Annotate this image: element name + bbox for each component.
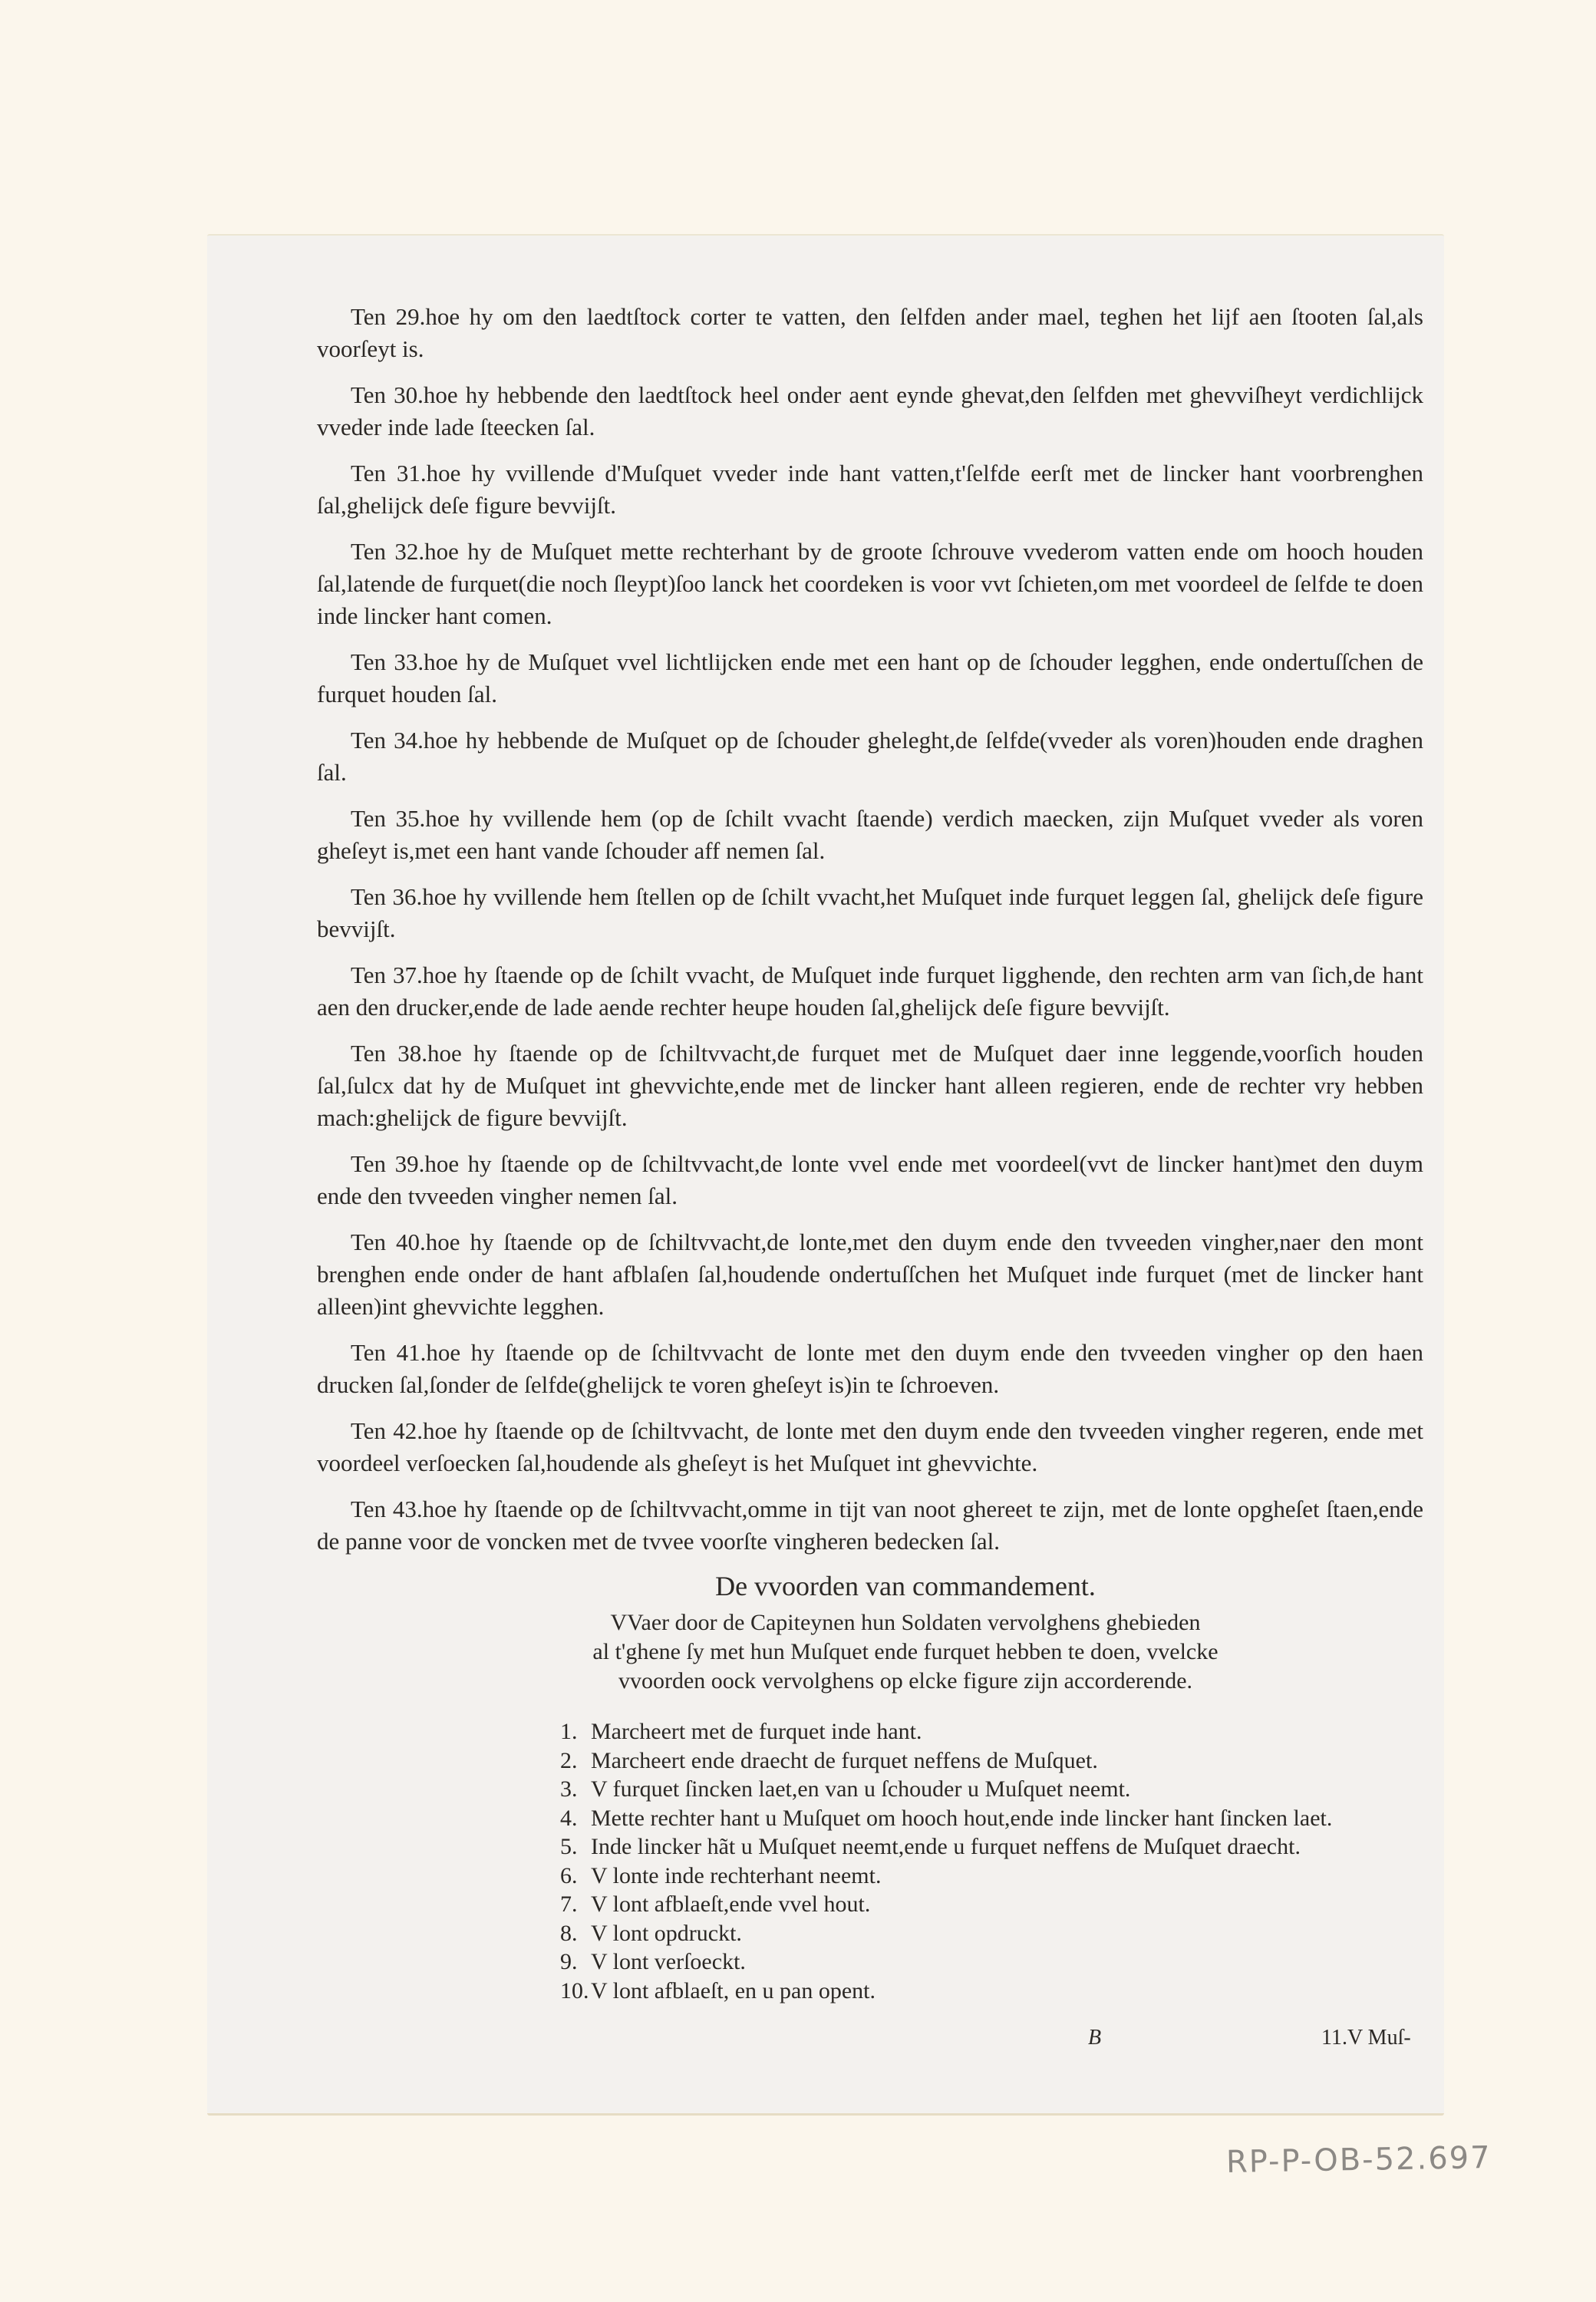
paragraph-43: Ten 43.hoe hy ſtaende op de ſchiltvvacht,omme in tijt van noot ghereet te zijn, met de lonte opgheſet ſtaen,ende de panne voor de voncken met de tvvee voorſte vingheren bedecken ſal. xyxy=(317,1496,1423,1555)
paragraph-39: Ten 39.hoe hy ſtaende op de ſchiltvvacht,de lonte vvel ende met voordeel(vvt de lincker hant)met den duym ende den tvveeden vingher nemen ſal. xyxy=(317,1150,1423,1209)
list-item xyxy=(560,1832,1427,1862)
paragraph-33: Ten 33.hoe hy de Muſquet vvel lichtlijcken ende met een hant op de ſchouder legghen, ende ondertuſſchen de furquet houden ſal. xyxy=(317,648,1423,707)
item-number: 3. xyxy=(560,1776,578,1802)
paragraph-31: Ten 31.hoe hy vvillende d'Muſquet vveder inde hant vatten,t'ſelfde eerſt met de lincker hant voorbrenghen ſal,ghelijck deſe figure bevvijſt. xyxy=(317,460,1423,519)
catchword: 11.V Muſ- xyxy=(1321,2026,1411,2050)
inventory-number: RP-P-OB-52.697 xyxy=(1225,2139,1492,2181)
item-number: 1. xyxy=(560,1719,578,1744)
paragraph-41: Ten 41.hoe hy ſtaende op de ſchiltvvacht de lonte met den duym ende den tvveeden vingher op den haen drucken ſal,ſonder de ſelfde(ghelijck te voren gheſeyt is)in te ſchroeven. xyxy=(317,1339,1423,1398)
paragraph-34: Ten 34.hoe hy hebbende de Muſquet op de ſchouder gheleght,de ſelfde(vveder als voren)houden ende draghen ſal. xyxy=(317,727,1423,786)
paragraph-29: Ten 29.hoe hy om den laedtſtock corter te vatten, den ſelfden ander mael, teghen het lijf aen ſtooten ſal,als voorſeyt is. xyxy=(317,303,1423,362)
list-item xyxy=(560,1717,1427,1746)
item-text: V lont afblaeſt,ende vvel hout. xyxy=(591,1891,871,1917)
item-number: 7. xyxy=(560,1891,578,1917)
paragraph-42: Ten 42.hoe hy ſtaende op de ſchiltvvacht, de lonte met den duym ende den tvveeden vingher regeren, ende met voordeel verſoecken ſal,houdende als gheſeyt is het Muſquet int ghevvichte. xyxy=(317,1417,1423,1476)
signature-mark: B xyxy=(1088,2026,1102,2050)
item-text: Marcheert ende draecht de furquet neffens de Muſquet. xyxy=(591,1747,1098,1773)
item-number: 8. xyxy=(560,1920,578,1946)
commands-heading: De vvoorden van commandement. xyxy=(715,1571,1096,1601)
list-item xyxy=(560,1804,1427,1833)
intro-line: VVaer door de Capiteynen hun Soldaten vervolghens ghebieden xyxy=(610,1610,1201,1635)
list-item xyxy=(560,1862,1427,1891)
list-item xyxy=(560,1919,1427,1948)
item-number: 5. xyxy=(560,1834,578,1859)
item-number: 2. xyxy=(560,1747,578,1773)
list-item xyxy=(560,1947,1427,1977)
item-text: Mette rechter hant u Muſquet om hooch hout,ende inde lincker hant ſincken laet. xyxy=(591,1805,1333,1831)
paragraph-40: Ten 40.hoe hy ſtaende op de ſchiltvvacht,de lonte,met den duym ende den tvveeden vingher,naer den mont brenghen ende onder de hant afblaſen ſal,houdende ondertuſſchen het Muſquet inde furquet (met de lincker hant alleen)int ghevvichte legghen. xyxy=(317,1229,1423,1320)
commands-intro xyxy=(537,1608,1274,1696)
list-item xyxy=(560,1775,1427,1804)
item-text: V lont opdruckt. xyxy=(591,1920,742,1946)
list-item xyxy=(560,1977,1427,2006)
item-text: V furquet ſincken laet,en van u ſchouder u Muſquet neemt. xyxy=(591,1776,1131,1802)
paragraph-37: Ten 37.hoe hy ſtaende op de ſchilt vvacht, de Muſquet inde furquet ligghende, den rechten arm van ſich,de hant aen den drucker,ende de lade aende rechter heupe houden ſal,ghelijck deſe figure bevvijſt. xyxy=(317,961,1423,1021)
item-text: V lonte inde rechterhant neemt. xyxy=(591,1862,882,1888)
item-number: 9. xyxy=(560,1949,578,1974)
list-item xyxy=(560,1746,1427,1776)
item-number: 10. xyxy=(560,1977,589,2004)
paragraph-36: Ten 36.hoe hy vvillende hem ſtellen op de ſchilt vvacht,het Muſquet inde furquet leggen ſal, ghelijck deſe figure bevvijſt. xyxy=(317,883,1423,942)
paragraph-35: Ten 35.hoe hy vvillende hem (op de ſchilt vvacht ſtaende) verdich maecken, zijn Muſquet vveder als voren gheſeyt is,met een hant vande ſchouder aff nemen ſal. xyxy=(317,805,1423,864)
list-item xyxy=(560,1890,1427,1919)
paragraph-30: Ten 30.hoe hy hebbende den laedtſtock heel onder aent eynde ghevat,den ſelfden met ghevviſheyt verdichlijck vveder inde lade ſteecken ſal. xyxy=(317,381,1423,440)
item-text: Marcheert met de furquet inde hant. xyxy=(591,1719,922,1744)
item-text: Inde lincker hãt u Muſquet neemt,ende u furquet neffens de Muſquet draecht. xyxy=(591,1834,1301,1859)
item-number: 6. xyxy=(560,1862,578,1888)
item-text: V lont verſoeckt. xyxy=(591,1949,746,1974)
paragraph-38: Ten 38.hoe hy ſtaende op de ſchiltvvacht,de furquet met de Muſquet daer inne leggende,voorſich houden ſal,ſulcx dat hy de Muſquet int ghevvichte,ende met de lincker hant alleen regieren, ende de rechter vry hebben mach:ghelijck de figure bevvijſt. xyxy=(317,1040,1423,1131)
intro-line: al t'ghene ſy met hun Muſquet ende furquet hebben te doen, vvelcke xyxy=(592,1639,1218,1664)
intro-line: vvoorden oock vervolghens op elcke figure zijn accorderende. xyxy=(618,1668,1193,1694)
instructions-body xyxy=(317,301,1423,1571)
paragraph-32: Ten 32.hoe hy de Muſquet mette rechterhant by de groote ſchrouve vvederom vatten ende om hooch houden ſal,latende de furquet(die noch ſleypt)ſoo lanck het coordeken is voor vvt ſchieten,om met voordeel de ſelfde te doen inde lincker hant comen. xyxy=(317,538,1423,629)
item-text: V lont afblaeſt, en u pan opent. xyxy=(591,1977,876,2004)
commands-list xyxy=(560,1717,1427,2005)
item-number: 4. xyxy=(560,1805,578,1831)
